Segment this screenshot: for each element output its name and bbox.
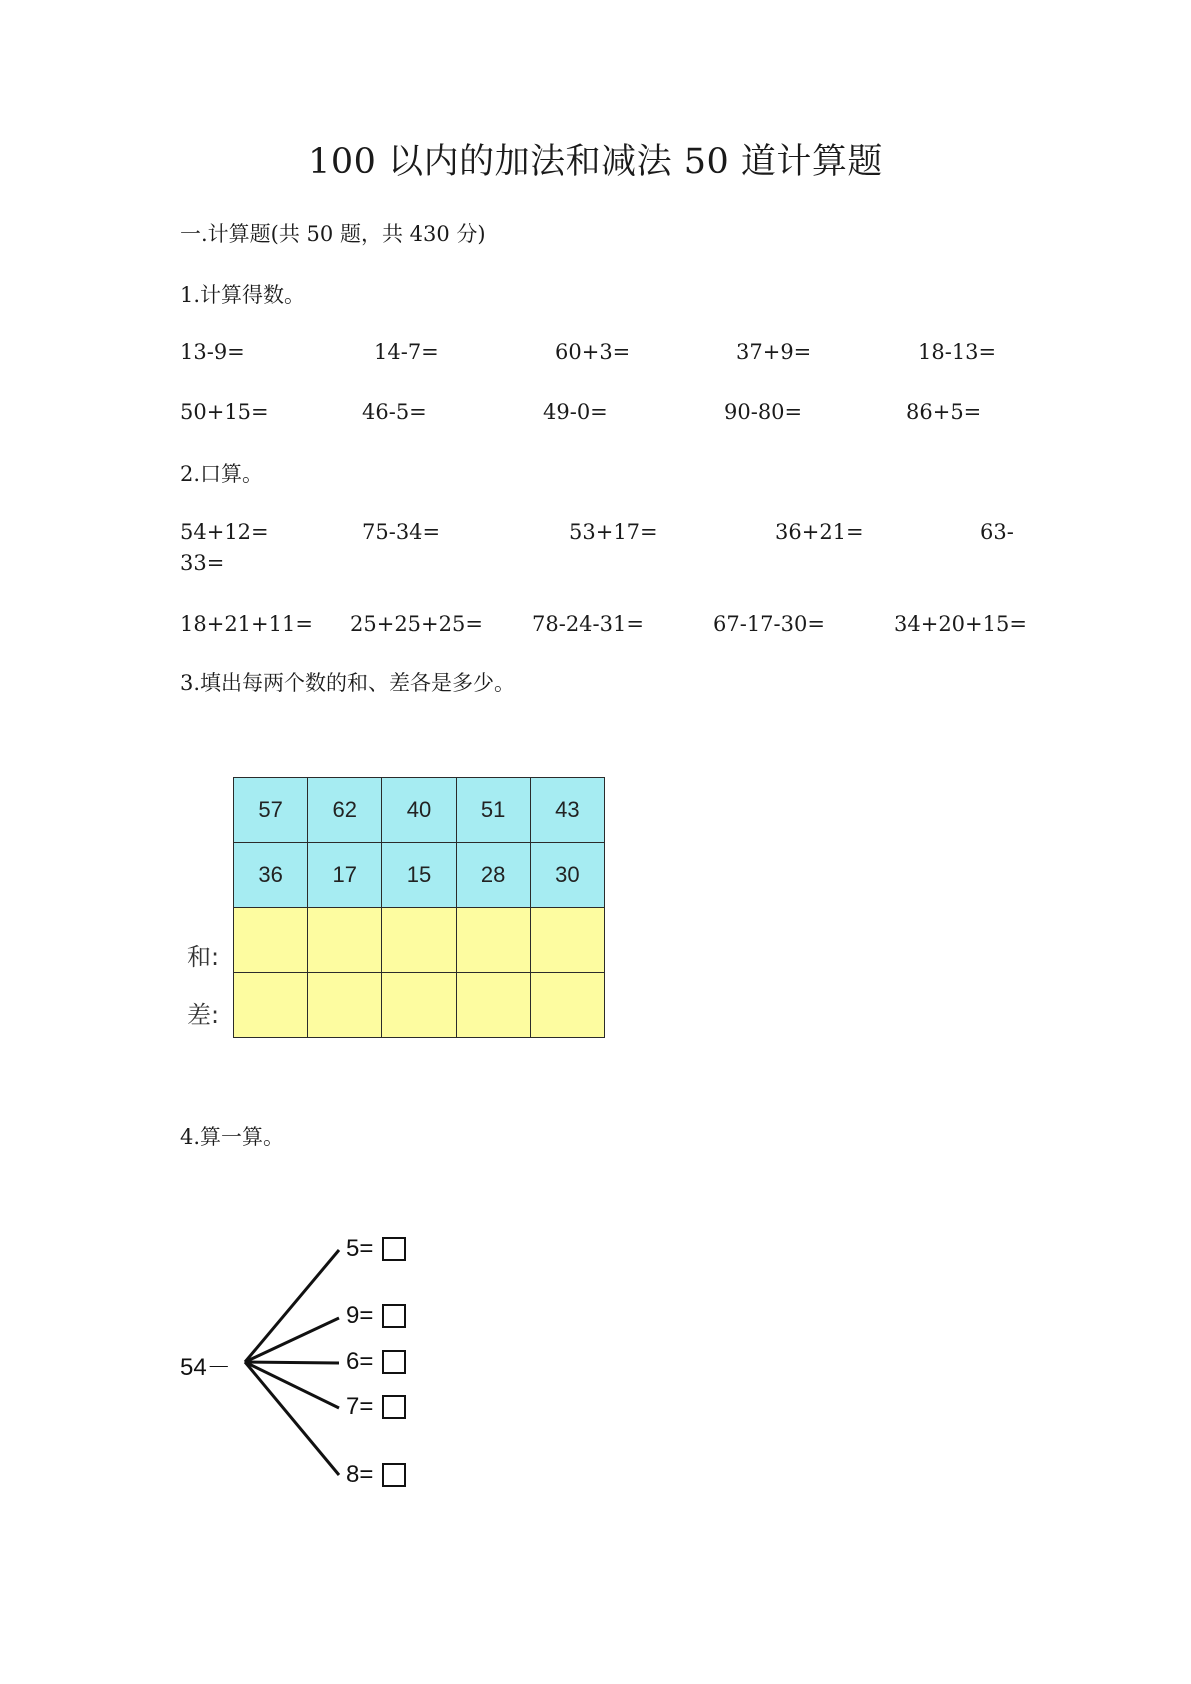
difference-label: 差:	[187, 1001, 220, 1029]
question-3-title: 3.填出每两个数的和、差各是多少。	[180, 671, 516, 695]
problem: 49-0=	[543, 400, 608, 424]
subtraction-tree	[175, 1225, 435, 1505]
sum-answer-cell[interactable]	[382, 908, 456, 973]
problem: 14-7=	[374, 340, 439, 364]
problem: 63-	[980, 520, 1014, 544]
problem: 37+9=	[736, 340, 812, 364]
number-cell: 57	[234, 778, 308, 843]
branch-line	[245, 1250, 339, 1362]
difference-answer-cell[interactable]	[530, 973, 604, 1038]
problem: 46-5=	[362, 400, 427, 424]
problem-wrap: 33=	[180, 551, 225, 575]
problem: 90-80=	[724, 400, 803, 424]
number-cell: 51	[456, 778, 530, 843]
difference-answer-cell[interactable]	[234, 973, 308, 1038]
question-4-title: 4.算一算。	[180, 1125, 285, 1149]
number-cell: 40	[382, 778, 456, 843]
number-cell: 30	[530, 843, 604, 908]
problem: 18-13=	[918, 340, 997, 364]
sum-answer-cell[interactable]	[308, 908, 382, 973]
branch-label: 7=	[346, 1393, 374, 1420]
branch-label: 5=	[346, 1235, 374, 1262]
section-heading: 一.计算题(共 50 题，共 430 分)	[180, 222, 486, 246]
sum-label: 和:	[187, 943, 220, 971]
branch-label: 8=	[346, 1461, 374, 1488]
answer-box[interactable]	[382, 1395, 406, 1419]
question-2-row-2	[180, 612, 1027, 642]
table-row	[234, 778, 605, 843]
answer-box[interactable]	[382, 1304, 406, 1328]
sum-row	[234, 908, 605, 973]
problem: 60+3=	[555, 340, 631, 364]
difference-answer-cell[interactable]	[308, 973, 382, 1038]
sum-answer-cell[interactable]	[456, 908, 530, 973]
number-cell: 15	[382, 843, 456, 908]
root-expression: 54－	[180, 1354, 231, 1381]
question-1-title: 1.计算得数。	[180, 283, 306, 307]
question-2-row-1	[180, 520, 1020, 550]
branch-line	[245, 1362, 339, 1363]
problem: 86+5=	[906, 400, 982, 424]
branch-line	[245, 1362, 339, 1475]
branch-line	[245, 1318, 339, 1362]
difference-answer-cell[interactable]	[456, 973, 530, 1038]
answer-box[interactable]	[382, 1237, 406, 1261]
problem: 18+21+11=	[180, 612, 313, 636]
page-title: 100 以内的加法和减法 50 道计算题	[308, 142, 883, 182]
problem: 34+20+15=	[894, 612, 1027, 636]
number-table	[233, 777, 605, 1038]
table-row	[234, 843, 605, 908]
problem: 75-34=	[362, 520, 441, 544]
sum-difference-grid	[175, 777, 605, 1052]
sum-answer-cell[interactable]	[234, 908, 308, 973]
branch-label: 6=	[346, 1348, 374, 1375]
problem: 36+21=	[775, 520, 864, 544]
number-cell: 28	[456, 843, 530, 908]
problem: 78-24-31=	[532, 612, 644, 636]
answer-box[interactable]	[382, 1463, 406, 1487]
question-1-row-2	[180, 400, 1020, 430]
problem: 54+12=	[180, 520, 269, 544]
question-1-row-1	[180, 340, 1020, 370]
difference-row	[234, 973, 605, 1038]
difference-answer-cell[interactable]	[382, 973, 456, 1038]
problem: 53+17=	[569, 520, 658, 544]
branch-label: 9=	[346, 1302, 374, 1329]
question-2-title: 2.口算。	[180, 462, 264, 486]
branch-line	[245, 1362, 339, 1408]
number-cell: 62	[308, 778, 382, 843]
sum-answer-cell[interactable]	[530, 908, 604, 973]
answer-box[interactable]	[382, 1350, 406, 1374]
problem: 13-9=	[180, 340, 245, 364]
number-cell: 17	[308, 843, 382, 908]
problem: 25+25+25=	[350, 612, 483, 636]
problem: 50+15=	[180, 400, 269, 424]
number-cell: 43	[530, 778, 604, 843]
number-cell: 36	[234, 843, 308, 908]
problem: 67-17-30=	[713, 612, 825, 636]
